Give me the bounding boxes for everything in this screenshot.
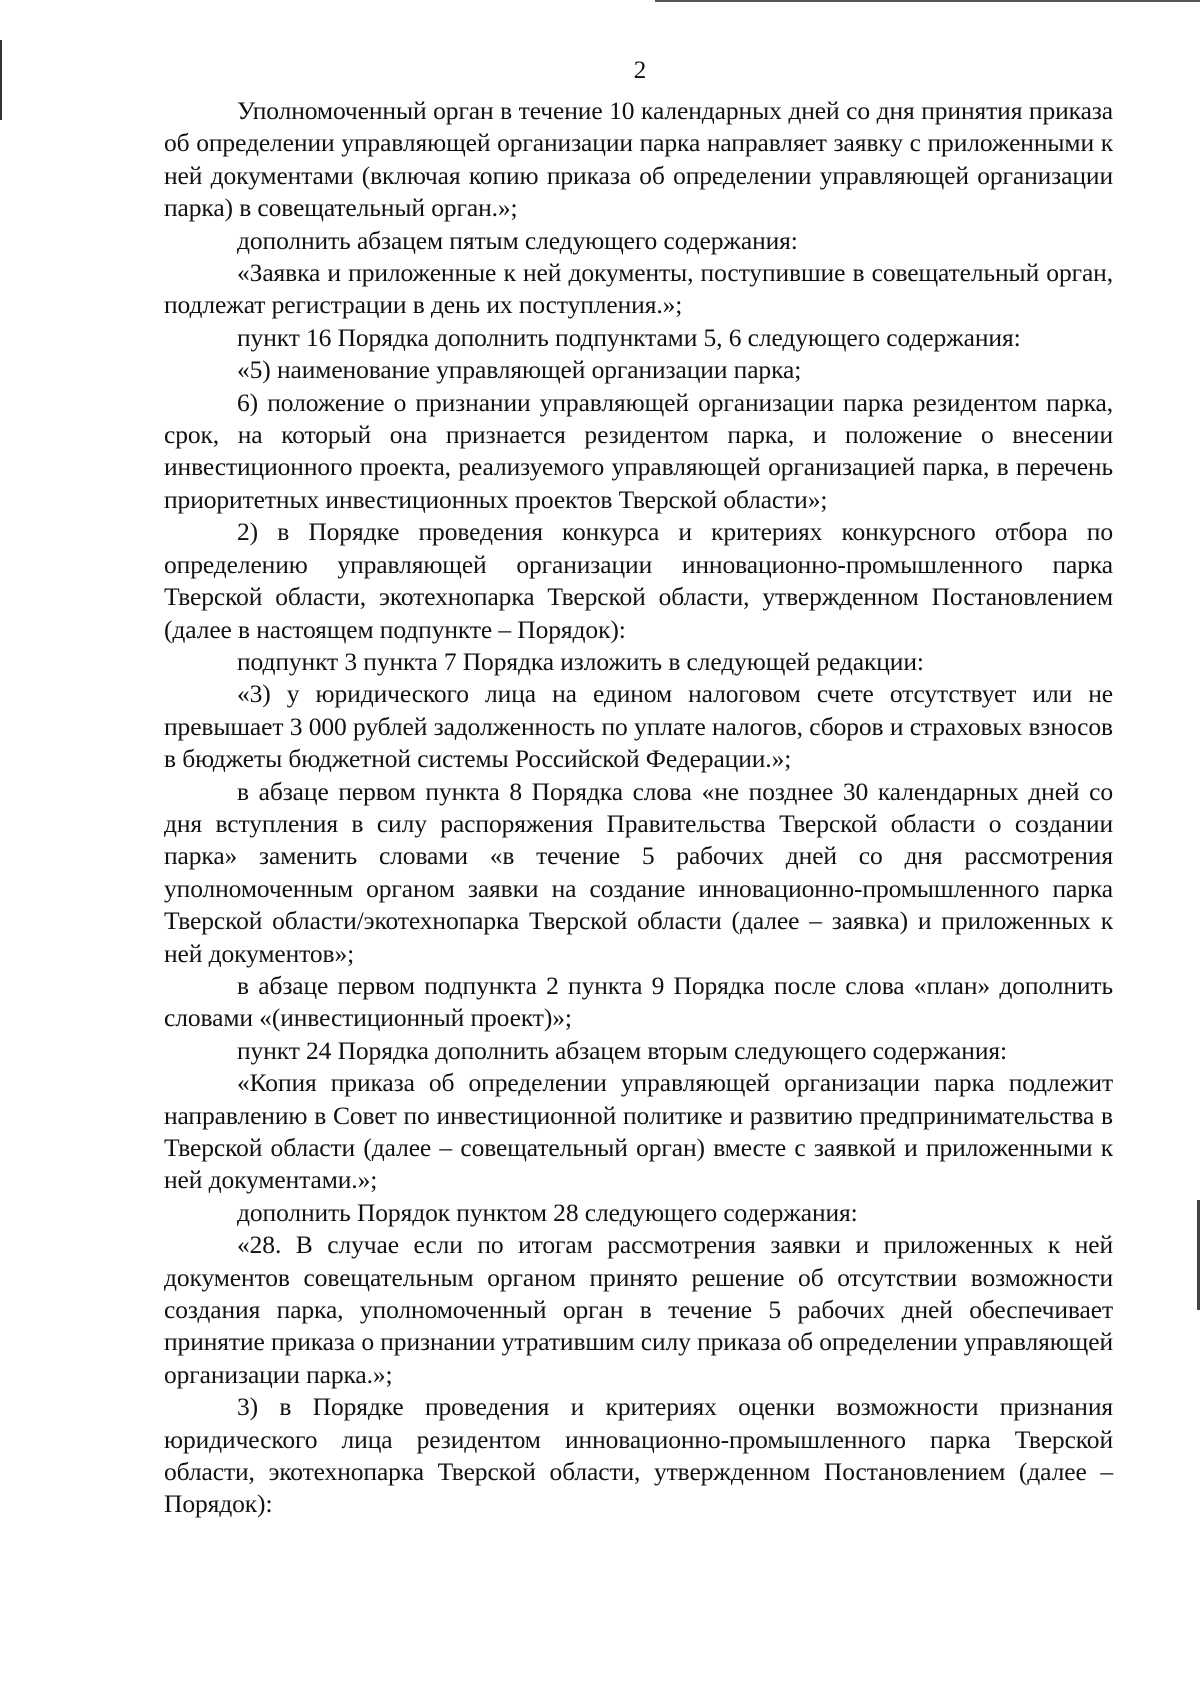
paragraph: «Копия приказа об определении управляющей организации парка подлежит направлению в Совет по инвестиционной политике и развитию предпринимательства в Тверской области (далее – совещательный орган) вместе с заявкой и приложенными к ней документами.»; (164, 1068, 1113, 1195)
paragraph: «5) наименование управляющей организации парка; (237, 355, 802, 385)
paragraph: «28. В случае если по итогам рассмотрения заявки и приложенных к ней документов совещательным органом принято решение об отсутствии возможности создания парка, уполномоченный орган в течение 5 рабочих дней обеспечивает принятие приказа о признании утратившим силу приказа об определении управляющей организации парка.»; (164, 1230, 1113, 1389)
paragraph: Уполномоченный орган в течение 10 календарных дней со дня принятия приказа об определении управляющей организации парка направляет заявку с приложенными к ней документами (включая копию приказа об определении управляющей организации парка) в совещательный орган.»; (164, 96, 1113, 223)
paragraph: «Заявка и приложенные к ней документы, поступившие в совещательный орган, подлежат регистрации в день их поступления.»; (164, 258, 1113, 320)
page-number: 2 (633, 57, 647, 84)
scan-edge-top (655, 0, 1200, 2)
paragraph: пункт 16 Порядка дополнить подпунктами 5, 6 следующего содержания: (237, 322, 1021, 352)
paragraph: в абзаце первом подпункта 2 пункта 9 Порядка после слова «план» дополнить словами «(инвестиционный проект)»; (164, 970, 1113, 1033)
paragraph: в абзаце первом пункта 8 Порядка слова «не позднее 30 календарных дней со дня вступления в силу распоряжения Правительства Тверской области о создании парка» заменить словами «в течение 5 рабочих дней со дня рассмотрения уполномоченным органом заявки на создание инновационно-промышленного парка Тверской области/экотехнопарка Тверской области (далее – заявка) и приложенных к ней документов»; (164, 776, 1113, 968)
paragraph: пункт 24 Порядка дополнить абзацем вторым следующего содержания: (237, 1035, 1007, 1065)
paragraph: дополнить абзацем пятым следующего содержания: (237, 225, 798, 255)
paragraph: подпункт 3 пункта 7 Порядка изложить в следующей редакции: (237, 646, 924, 676)
document-body (164, 95, 1113, 1521)
paragraph: 2) в Порядке проведения конкурса и критериях конкурсного отбора по определению управляющей организации инновационно-промышленного парка Тверской области, экотехнопарка Тверской области, утвержденном Постановлением (далее в настоящем подпункте – Порядок): (164, 517, 1113, 644)
paragraph: «3) у юридического лица на едином налоговом счете отсутствует или не превышает 3 000 рублей задолженность по уплате налогов, сборов и страховых взносов в бюджеты бюджетной системы Российской Федерации.»; (164, 679, 1113, 774)
paragraph: 6) положение о признании управляющей организации парка резидентом парка, срок, на который она признается резидентом парка, и положение о внесении инвестиционного проекта, реализуемого управляющей организацией парка, в перечень приоритетных инвестиционных проектов Тверской области»; (164, 387, 1113, 514)
paragraph: дополнить Порядок пунктом 28 следующего содержания: (237, 1197, 858, 1227)
paragraph: 3) в Порядке проведения и критериях оценки возможности признания юридического лица резидентом инновационно-промышленного парка Тверской области, экотехнопарка Тверской области, утвержденном Постановлением (далее – Порядок): (164, 1392, 1113, 1519)
